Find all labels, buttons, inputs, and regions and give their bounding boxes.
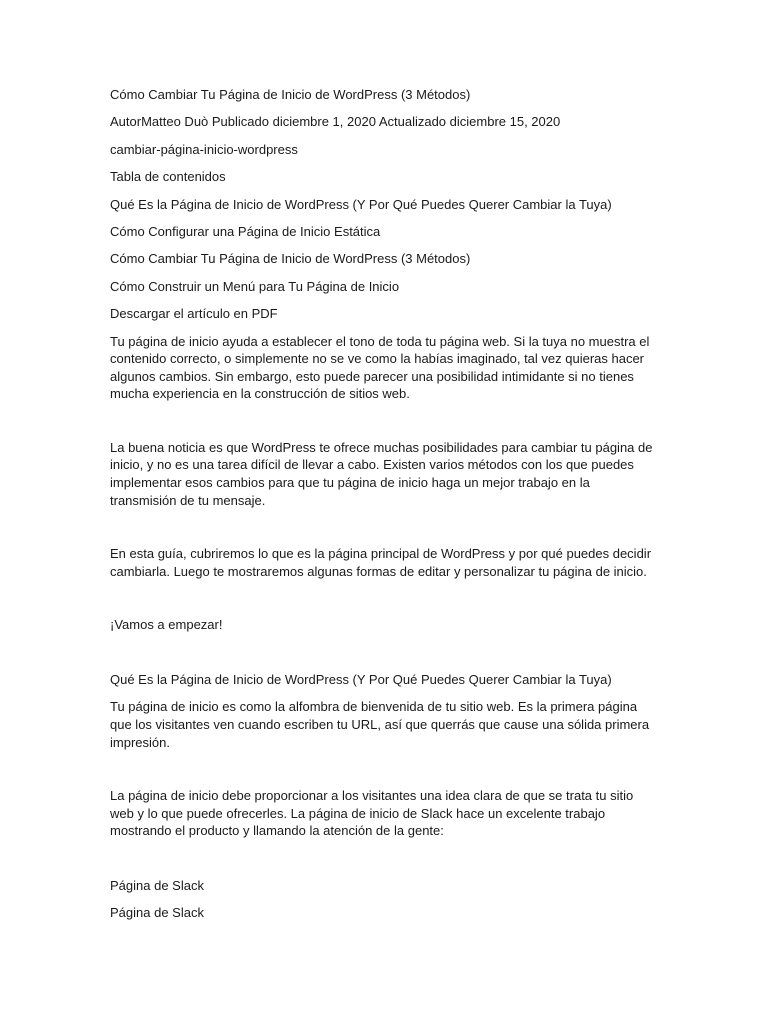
toc-heading: Tabla de contenidos (110, 169, 226, 185)
toc-item[interactable]: Cómo Construir un Menú para Tu Página de Inicio (110, 278, 400, 294)
intro-paragraph: Tu página de inicio ayuda a establecer el tono de toda tu página web. Si la tuya no muestra el contenido correcto, o simplemente no se ve como la habías imaginado, tal vez quieras hacer algunos cambios. Sin embargo, esto puede parecer una posibilidad intimidante si no tienes mucha experiencia en la construcción de sitios web. (110, 333, 650, 402)
section-heading: Qué Es la Página de Inicio de WordPress (Y Por Qué Puedes Querer Cambiar la Tuya) (110, 672, 612, 688)
body-paragraph: En esta guía, cubriremos lo que es la página principal de WordPress y por qué puedes decidir cambiarla. Luego te mostraremos algunas formas de editar y personalizar tu página de inicio. (110, 546, 652, 579)
toc-item[interactable]: Qué Es la Página de Inicio de WordPress (Y Por Qué Puedes Querer Cambiar la Tuya) (110, 196, 612, 212)
document-title: Cómo Cambiar Tu Página de Inicio de WordPress (3 Métodos) (110, 87, 471, 102)
toc-item-pdf-download[interactable]: Descargar el artículo en PDF (110, 306, 278, 322)
toc-item[interactable]: Cómo Configurar una Página de Inicio Estática (110, 223, 381, 239)
image-caption: cambiar-página-inicio-wordpress (110, 141, 298, 157)
section-paragraph: Tu página de inicio es como la alfombra de bienvenida de tu sitio web. Es la primera página que los visitantes ven cuando escriben tu URL, así que querrás que cause una sólida primera impresión. (110, 699, 650, 750)
section-paragraph: La página de inicio debe proporcionar a los visitantes una idea clara de que se trata tu sitio web y lo que puede ofrecerles. La página de inicio de Slack hace un excelente trabajo mostrando el producto y llamando la atención de la gente: (110, 788, 634, 839)
toc-item[interactable]: Cómo Cambiar Tu Página de Inicio de WordPress (3 Métodos) (110, 251, 471, 267)
body-paragraph: ¡Vamos a empezar! (110, 617, 223, 633)
author-byline: AutorMatteo Duò Publicado diciembre 1, 2020 Actualizado diciembre 15, 2020 (110, 114, 561, 130)
body-paragraph: La buena noticia es que WordPress te ofrece muchas posibilidades para cambiar tu página de inicio, y no es una tarea difícil de llevar a cabo. Existen varios métodos con los que puedes implementar esos cambios para que tu página de inicio haga un mejor trabajo en la transmisión de tu mensaje. (110, 439, 653, 508)
image-alt-text: Página de Slack (110, 905, 204, 921)
document-body (110, 86, 655, 932)
image-alt-text: Página de Slack (110, 878, 204, 893)
